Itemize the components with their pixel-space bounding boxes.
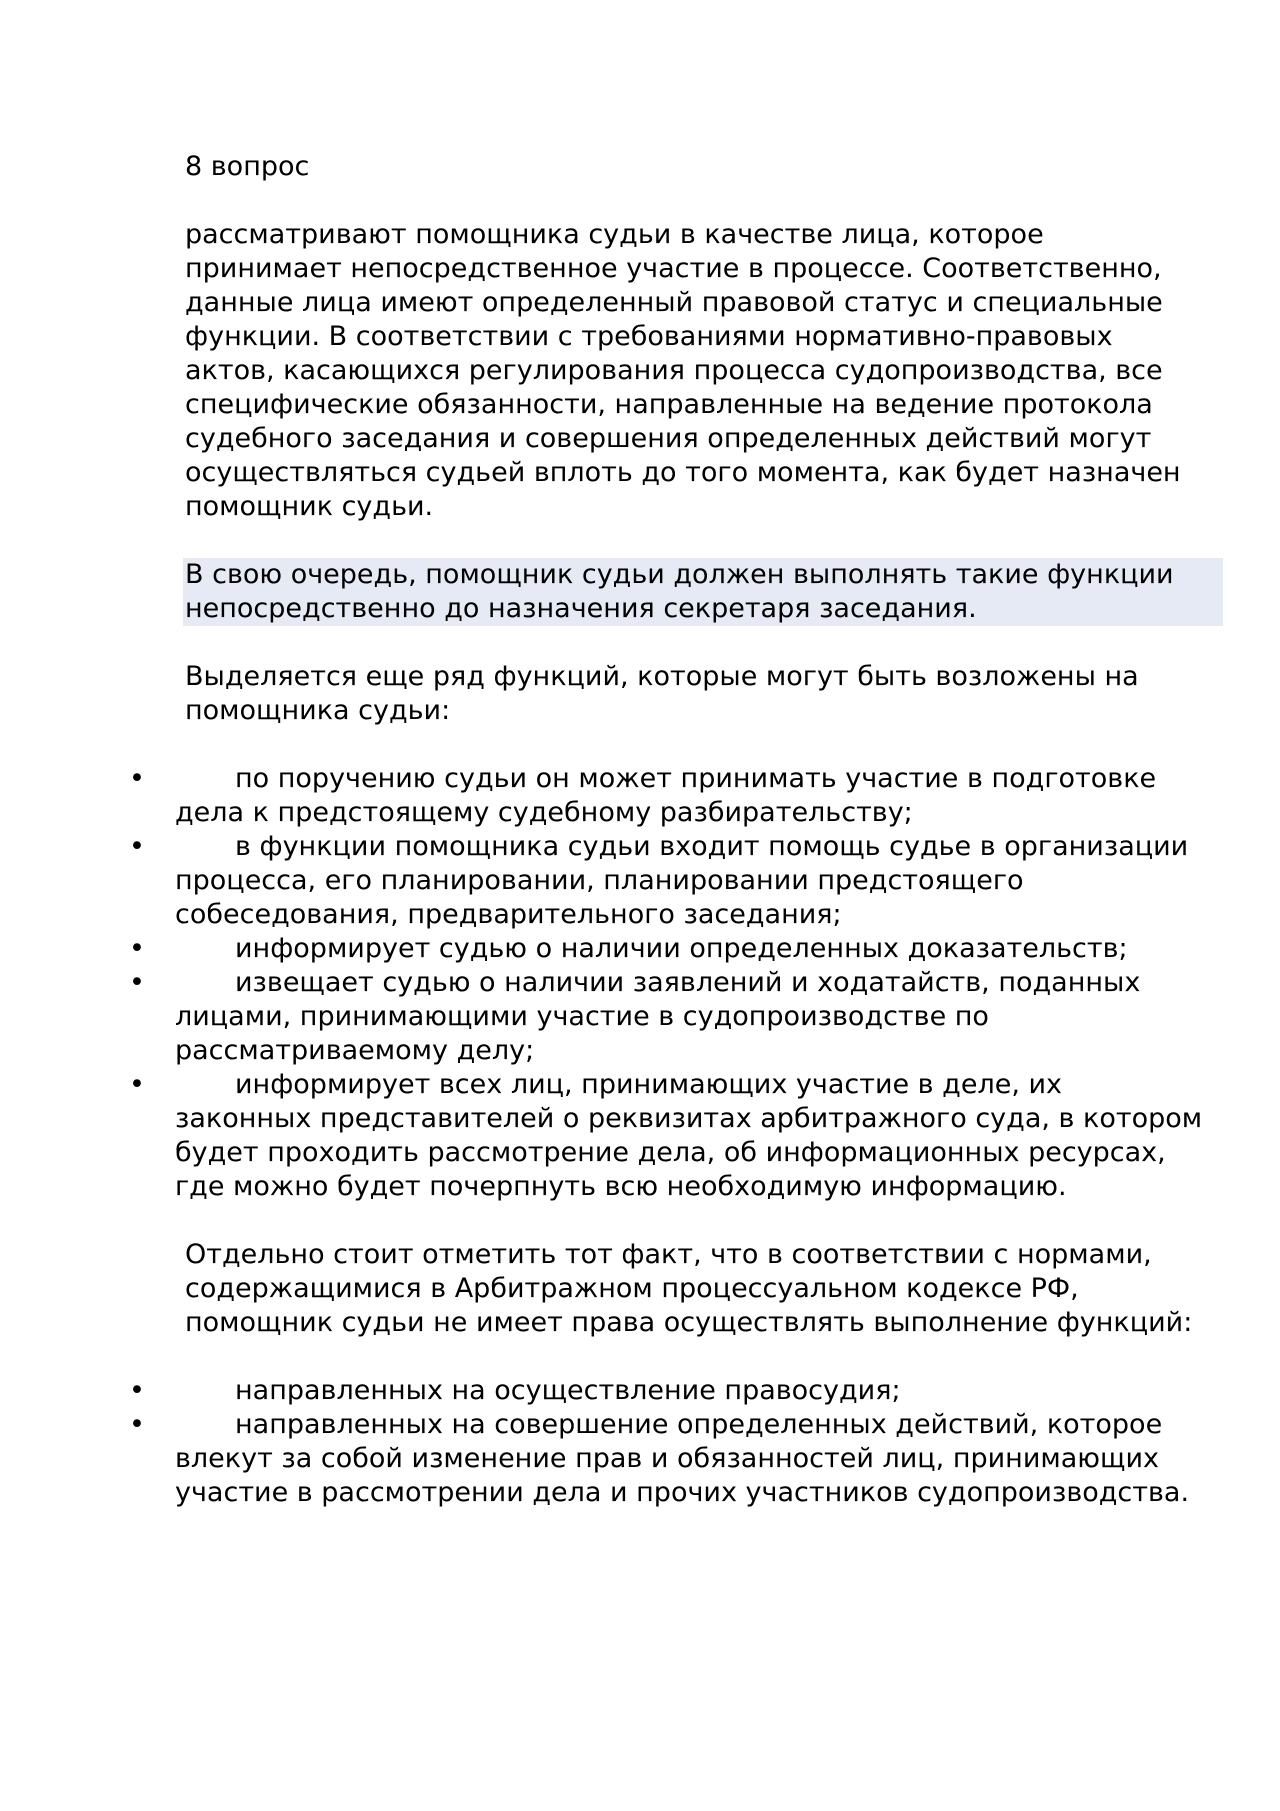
list-item [129,966,1205,1068]
list-item-text: направленных на совершение определенных действий, которое влекут за собой изменение прав и обязанностей лиц, принимающих участие в рассмотрении дела и прочих участников судопроизводства. [175,1409,1190,1508]
paragraph-intro: рассматривают помощника судьи в качестве лица, которое принимает непосредственное участие в процессе. Соответственно, данные лица имеют определенный правовой статус и специальные функции. В соответствии с требованиями нормативно-правовых актов, касающихся регулирования процесса судопроизводства, все специфические обязанности, направленные на ведение протокола судебного заседания и совершения определенных действий могут осуществляться судьей вплоть до того момента, как будет назначен помощник судьи. [185,219,1181,522]
list-item [129,1374,1205,1408]
list-item-text: в функции помощника судьи входит помощь судье в организации процесса, его планировании, планировании предстоящего собеседования, предварительного заседания; [175,831,1189,930]
list-item [129,762,1205,830]
bullet-icon: • [129,831,145,862]
list-item [129,830,1205,932]
restrictions-list [129,1374,1205,1510]
list-item-text: информирует судью о наличии определенных доказательств; [235,933,1128,964]
list-item [129,1408,1205,1510]
list-item-text: извещает судью о наличии заявлений и ходатайств, поданных лицами, принимающими участие в судопроизводстве по рассматриваемому делу; [175,967,1141,1066]
paragraph-functions-lead: Выделяется еще ряд функций, которые могут быть возложены на помощника судьи: [185,661,1139,726]
bullet-icon: • [129,763,145,794]
list-item [129,932,1205,966]
bullet-icon: • [129,967,145,998]
paragraph-highlighted: В свою очередь, помощник судьи должен выполнять такие функции непосредственно до назначения секретаря заседания. [183,558,1223,626]
bullet-icon: • [129,933,145,964]
list-item-text: по поручению судьи он может принимать участие в подготовке дела к предстоящему судебному разбирательству; [175,763,1157,828]
list-item [129,1068,1205,1204]
paragraph-restrictions-lead: Отдельно стоит отметить тот факт, что в соответствии с нормами, содержащимися в Арбитражном процессуальном кодексе РФ, помощник судьи не имеет права осуществлять выполнение функций: [185,1239,1193,1338]
list-item-text: направленных на осуществление правосудия; [235,1375,901,1406]
functions-list [129,762,1205,1204]
list-item-text: информирует всех лиц, принимающих участие в деле, их законных представителей о реквизитах арбитражного суда, в котором будет проходить рассмотрение дела, об информационных ресурсах, где можно будет почерпнуть всю необходимую информацию. [175,1069,1203,1202]
question-heading: 8 вопрос [185,151,310,182]
document-body [129,150,1205,1544]
bullet-icon: • [129,1069,145,1100]
bullet-icon: • [129,1375,145,1406]
bullet-icon: • [129,1409,145,1440]
